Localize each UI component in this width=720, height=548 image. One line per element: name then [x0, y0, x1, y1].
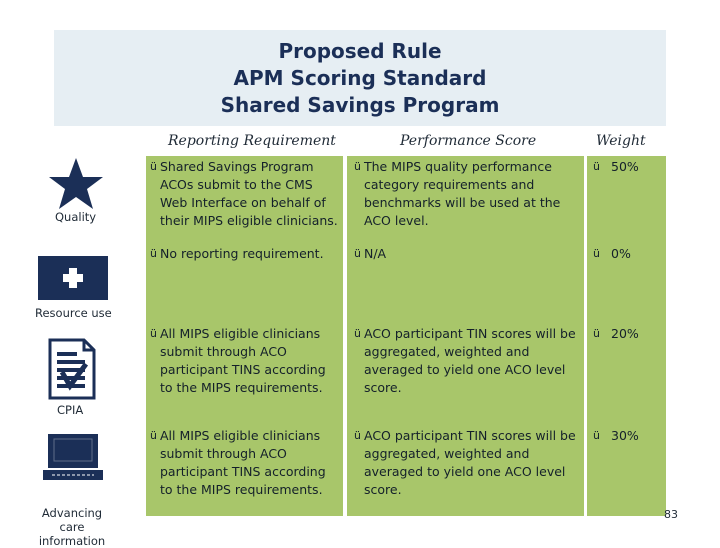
header-performance-score: Performance Score [400, 133, 537, 149]
medical-cross-icon [38, 256, 108, 300]
cpia-performance: ü ACO participant TIN scores will be aggregated, weighted and averaged to yield one ACO level score. [354, 326, 576, 395]
category-label-advancing-care: Advancing care information [38, 506, 106, 548]
check-icon: ü [354, 247, 361, 260]
resource-use-weight: ü 0% [593, 246, 631, 261]
category-label-resource-use: Resource use [35, 306, 112, 320]
title-line-3: Shared Savings Program [220, 92, 500, 117]
category-label-cpia: CPIA [57, 403, 84, 417]
cpia-weight: ü 20% [593, 326, 639, 341]
resource-use-performance: ü N/A [354, 246, 387, 261]
check-icon: ü [354, 429, 361, 442]
cpia-requirement: ü All MIPS eligible clinicians submit through ACO participant TINS according to the MIPS requirements. [150, 326, 326, 395]
check-icon: ü [150, 327, 157, 340]
header-reporting-requirement: Reporting Requirement [168, 133, 336, 149]
check-icon: ü [593, 327, 600, 340]
quality-weight: ü 50% [593, 159, 639, 174]
check-icon: ü [593, 160, 600, 173]
star-icon [47, 156, 105, 212]
resource-use-requirement: ü No reporting requirement. [150, 246, 324, 261]
check-icon: ü [354, 327, 361, 340]
quality-requirement: ü Shared Savings Program ACOs submit to the CMS Web Interface on behalf of their MIPS eligible clinicians. [150, 159, 338, 228]
title-box [54, 30, 666, 126]
title-line-2: APM Scoring Standard [233, 65, 487, 90]
check-icon: ü [150, 247, 157, 260]
page-number: 83 [664, 508, 678, 521]
check-icon: ü [150, 429, 157, 442]
aci-requirement: ü All MIPS eligible clinicians submit through ACO participant TINS according to the MIPS requirements. [150, 428, 326, 497]
check-icon: ü [593, 429, 600, 442]
check-icon: ü [150, 160, 157, 173]
check-icon: ü [593, 247, 600, 260]
quality-performance: ü The MIPS quality performance category requirements and benchmarks will be used at the ACO level. [354, 159, 561, 228]
title-line-1: Proposed Rule [278, 38, 442, 63]
checklist-document-icon [48, 338, 96, 400]
aci-weight: ü 30% [593, 428, 639, 443]
laptop-icon [42, 432, 104, 484]
aci-performance: ü ACO participant TIN scores will be aggregated, weighted and averaged to yield one ACO level score. [354, 428, 576, 497]
header-weight: Weight [596, 133, 646, 149]
check-icon: ü [354, 160, 361, 173]
category-label-quality: Quality [55, 210, 97, 224]
